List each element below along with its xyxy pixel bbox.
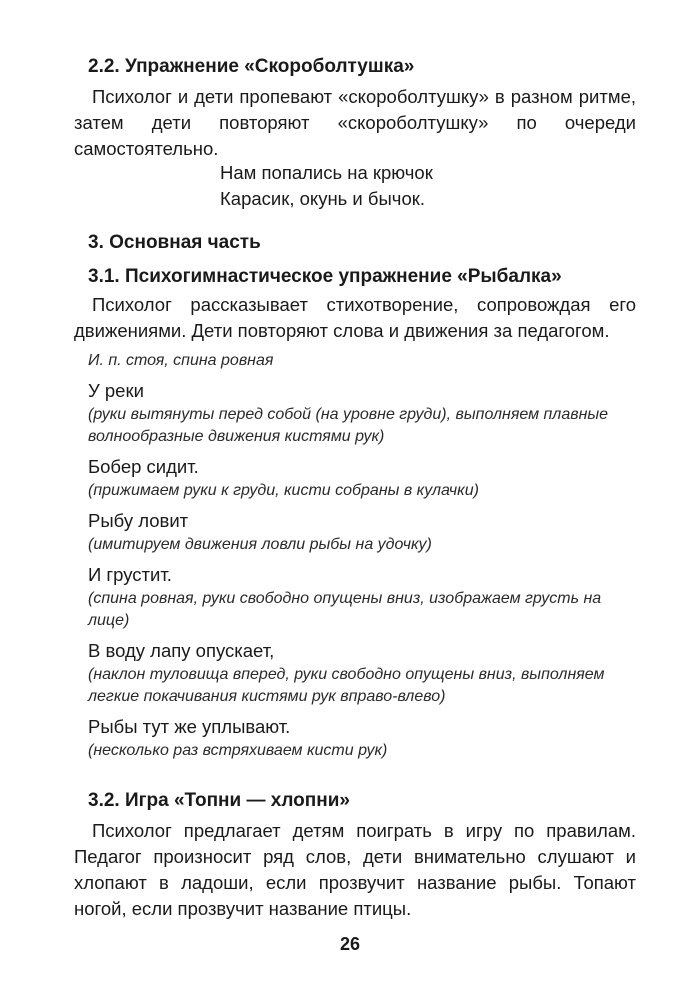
movement-note: (спина ровная, руки свободно опущены вниз, изображаем грусть на лице): [88, 590, 602, 629]
section-2-2: [88, 56, 636, 78]
verse-line: Нам попались на крючок: [220, 162, 433, 183]
section-heading: 3.2. Игра «Топни — хлопни»: [88, 790, 350, 811]
verse: [74, 160, 636, 212]
paragraph: Психолог рассказывает стихотворение, сопровождая его движениями. Дети повторяют слова и движения за педагогом.: [74, 294, 636, 341]
section-heading: 3.1. Психогимнастическое упражнение «Рыбалка»: [88, 266, 562, 287]
paragraph: Психолог и дети пропевают «скороболтушку» в разном ритме, затем дети повторяют «скороболтушку» по очереди самостоятельно.: [74, 86, 636, 159]
movement-note: (наклон туловища вперед, руки свободно опущены вниз, выполняем легкие покачивания кистями рук вправо-влево): [88, 666, 605, 705]
section-heading: 2.2. Упражнение «Скороболтушка»: [88, 56, 415, 77]
verse-line: У реки: [88, 380, 144, 401]
start-position-note: И. п. стоя, спина ровная: [88, 352, 274, 369]
movement-note: (руки вытянуты перед собой (на уровне груди), выполняем плавные волнообразные движения кистями рук): [88, 406, 609, 445]
verse-line: Рыбы тут же уплывают.: [88, 716, 291, 737]
verse-line: И грустит.: [88, 564, 172, 585]
verse-line: Карасик, окунь и бычок.: [220, 188, 425, 209]
page-number: 26: [339, 934, 361, 954]
movement-note: (имитируем движения ловли рыбы на удочку): [88, 536, 432, 553]
movement-note: (прижимаем руки к груди, кисти собраны в кулачки): [88, 482, 479, 499]
exercise-lines: [88, 350, 636, 762]
section-heading: 3. Основная часть: [88, 232, 261, 253]
movement-note: (несколько раз встряхиваем кисти рук): [88, 742, 388, 759]
verse-line: Бобер сидит.: [88, 456, 199, 477]
verse-line: Рыбу ловит: [88, 510, 189, 531]
paragraph: Психолог предлагает детям поиграть в игру по правилам. Педагог произносит ряд слов, дети внимательно слушают и хлопают в ладоши, если прозвучит название рыбы. Топают ногой, если прозвучит название птицы.: [74, 820, 636, 919]
verse-line: В воду лапу опускает,: [88, 640, 275, 661]
